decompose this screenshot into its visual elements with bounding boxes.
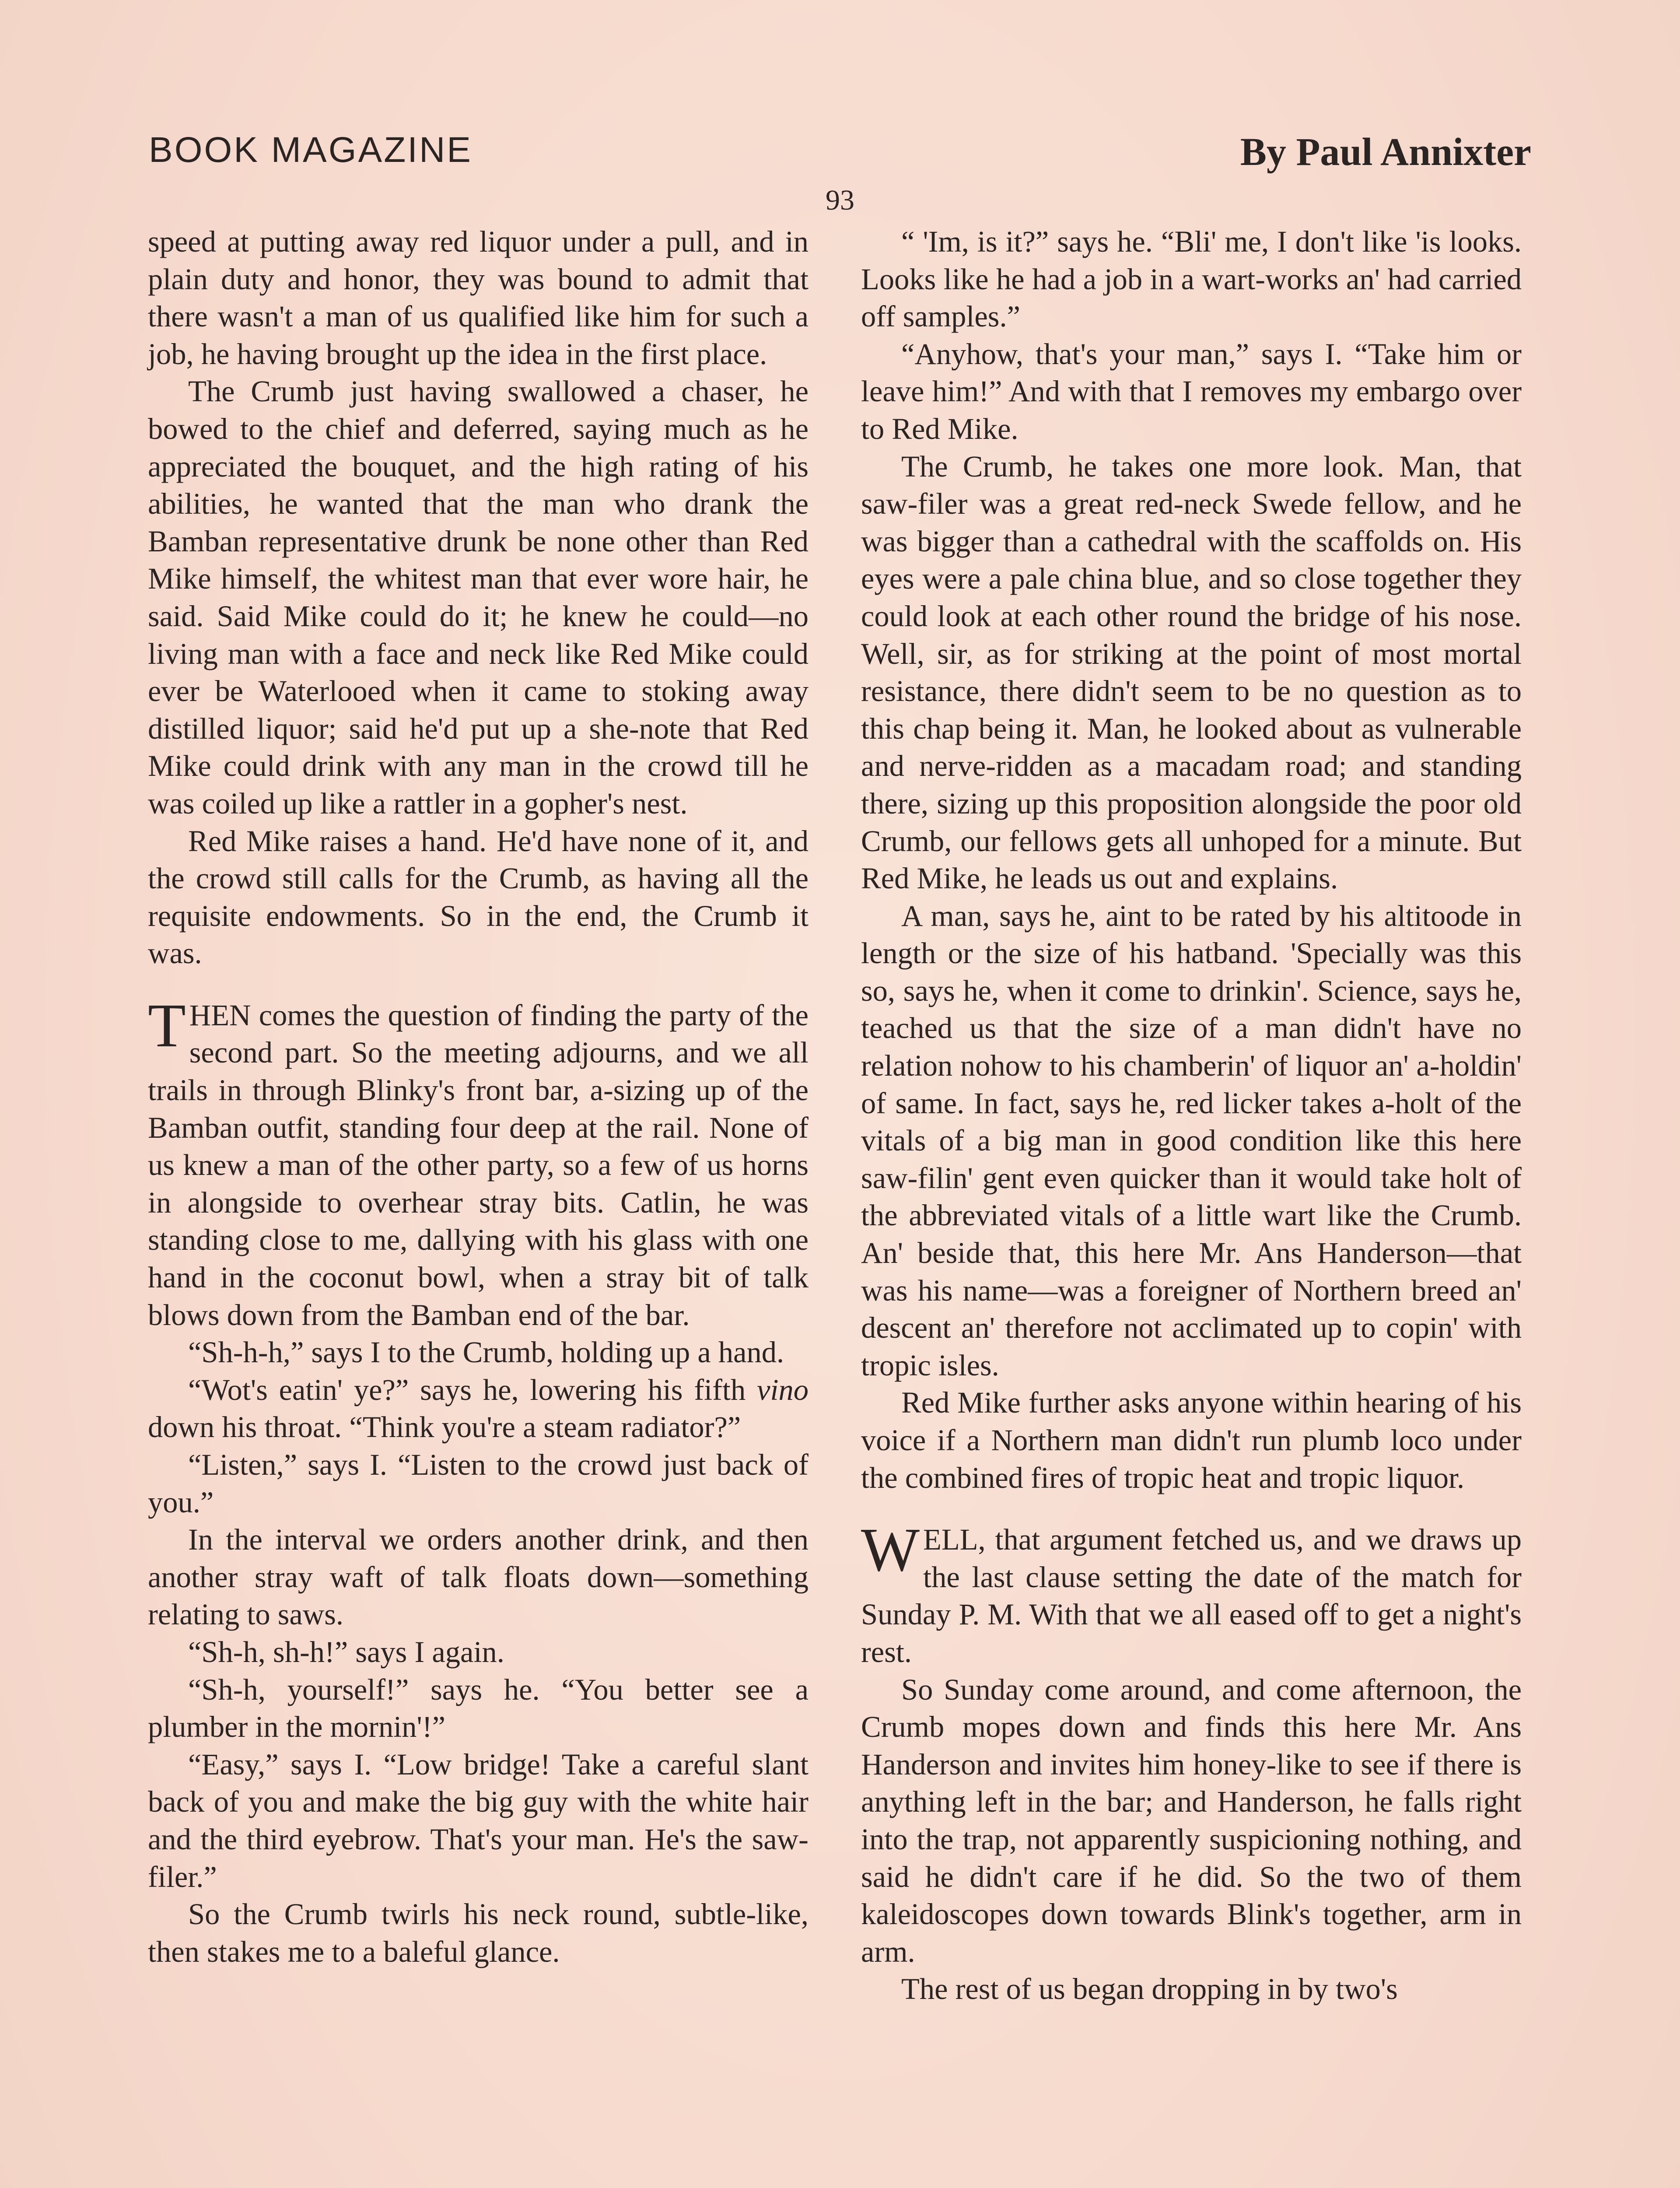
right-column bbox=[861, 223, 1522, 2008]
paragraph: Red Mike further asks anyone within hearing of his voice if a Northern man didn't run plumb loco under the combined fires of tropic heat and tropic liquor. bbox=[861, 1386, 1522, 1494]
section-paragraph bbox=[148, 990, 808, 1334]
paragraph: “Sh-h, sh-h!” says I again. bbox=[188, 1635, 504, 1669]
paragraph bbox=[148, 1371, 808, 1446]
running-head bbox=[149, 130, 1531, 182]
paragraph: “Sh-h-h,” says I to the Crumb, holding up a hand. bbox=[188, 1336, 784, 1369]
paragraph: A man, says he, aint to be rated by his altitoode in length or the size of his hatband. 'Specially was this so, says he, when it come to drinkin'. Science, says he, teached us that the size of a man didn't have no relation nohow to his chamberin' of liquor an' a-holdin' of same. In fact, says he, red licker takes a-holt of the vitals of a big man in good condition like this here saw-filin' gent even quicker than it would take holt of the abbreviated vitals of a little wart like the Crumb. An' beside that, this here Mr. Ans Handerson—that was his name—was a foreigner of Northern breed an' descent an' therefore not acclimated up to copin' with tropic isles. bbox=[861, 899, 1522, 1382]
paragraph-text: ELL, that argument fetched us, and we draws up the last clause setting the date of the match for Sunday P. M. With that we all eased off to get a night's rest. bbox=[861, 1523, 1522, 1669]
paragraph: So Sunday come around, and come afternoon, the Crumb mopes down and finds this here Mr. Ans Handerson and invites him honey-like to see if there is anything left in the bar; and Handerson, he falls right into the trap, not apparently suspicioning nothing, and said he didn't care if he did. So the two of them kaleidoscopes down towards Blink's together, arm in arm. bbox=[861, 1673, 1522, 1968]
drop-cap: T bbox=[148, 990, 186, 1060]
paragraph: “Listen,” says I. “Listen to the crowd just back of you.” bbox=[148, 1448, 808, 1519]
section-paragraph bbox=[861, 1515, 1522, 1671]
italic-word: vino bbox=[757, 1373, 808, 1406]
paragraph: The Crumb, he takes one more look. Man, that saw-filer was a great red-neck Swede fellow, and he was bigger than a cathedral with the scaffolds on. His eyes were a pale china blue, and so close together they could look at each other round the bridge of his nose. Well, sir, as for striking at the point of most mortal resistance, there didn't seem to be no question as to this chap being it. Man, he looked about as vulnerable and nerve-ridden as a macadam road; and standing there, sizing up this proposition alongside the poor old Crumb, our fellows gets all unhoped for a minute. But Red Mike, he leads us out and explains. bbox=[861, 449, 1522, 895]
paragraph-text: HEN comes the question of finding the party of the second part. So the meeting adjourns, and we all trails in through Blinky's front bar, a-sizing up of the Bamban outfit, standing four deep at the rail. None of us knew a man of the other party, so a few of us horns in alongside to overhear stray bits. Catlin, he was standing close to me, dallying with his glass with one hand in the coconut bowl, when a stray bit of talk blows down from the Bamban end of the bar. bbox=[148, 998, 808, 1332]
paragraph: speed at putting away red liquor under a pull, and in plain duty and honor, they was bound to admit that there wasn't a man of us qualified like him for such a job, he having brought up the idea in the first place. bbox=[148, 225, 808, 371]
paragraph: The rest of us began dropping in by two's bbox=[901, 1972, 1398, 2006]
paragraph: “Anyhow, that's your man,” says I. “Take him or leave him!” And with that I removes my embargo over to Red Mike. bbox=[861, 337, 1522, 445]
author-byline: By Paul Annixter bbox=[1240, 130, 1531, 174]
magazine-title: BOOK MAGAZINE bbox=[149, 130, 472, 170]
left-column bbox=[148, 223, 808, 1971]
page-number: 93 bbox=[826, 184, 854, 216]
paragraph: “Easy,” says I. “Low bridge! Take a careful slant back of you and make the big guy with the white hair and the third eyebrow. That's your man. He's the saw-filer.” bbox=[148, 1747, 808, 1893]
paragraph-text: “Wot's eatin' ye?” says he, lowering his fifth bbox=[188, 1373, 757, 1406]
paragraph: Red Mike raises a hand. He'd have none of it, and the crowd still calls for the Crumb, as having all the requisite endowments. So in the end, the Crumb it was. bbox=[148, 824, 808, 970]
paragraph: So the Crumb twirls his neck round, subtle-like, then stakes me to a baleful glance. bbox=[148, 1897, 808, 1968]
paragraph: “Sh-h, yourself!” says he. “You better see a plumber in the mornin'!” bbox=[148, 1673, 808, 1744]
paragraph: “ 'Im, is it?” says he. “Bli' me, I don't like 'is looks. Looks like he had a job in a wart-works an' had carried off samples.” bbox=[861, 225, 1522, 333]
drop-cap: W bbox=[861, 1515, 920, 1585]
paragraph-text: down his throat. “Think you're a steam radiator?” bbox=[148, 1410, 741, 1444]
paragraph: In the interval we orders another drink, and then another stray waft of talk floats down—something relating to saws. bbox=[148, 1523, 808, 1631]
paragraph: The Crumb just having swallowed a chaser, he bowed to the chief and deferred, saying much as he appreciated the bouquet, and the high rating of his abilities, he wanted that the man who drank the Bamban representative drunk be none other than Red Mike himself, the whitest man that ever wore hair, he said. Said Mike could do it; he knew he could—no living man with a face and neck like Red Mike could ever be Waterlooed when it came to stoking away distilled liquor; said he'd put up a she-note that Red Mike could drink with any man in the crowd till he was coiled up like a rattler in a gopher's nest. bbox=[148, 375, 808, 820]
